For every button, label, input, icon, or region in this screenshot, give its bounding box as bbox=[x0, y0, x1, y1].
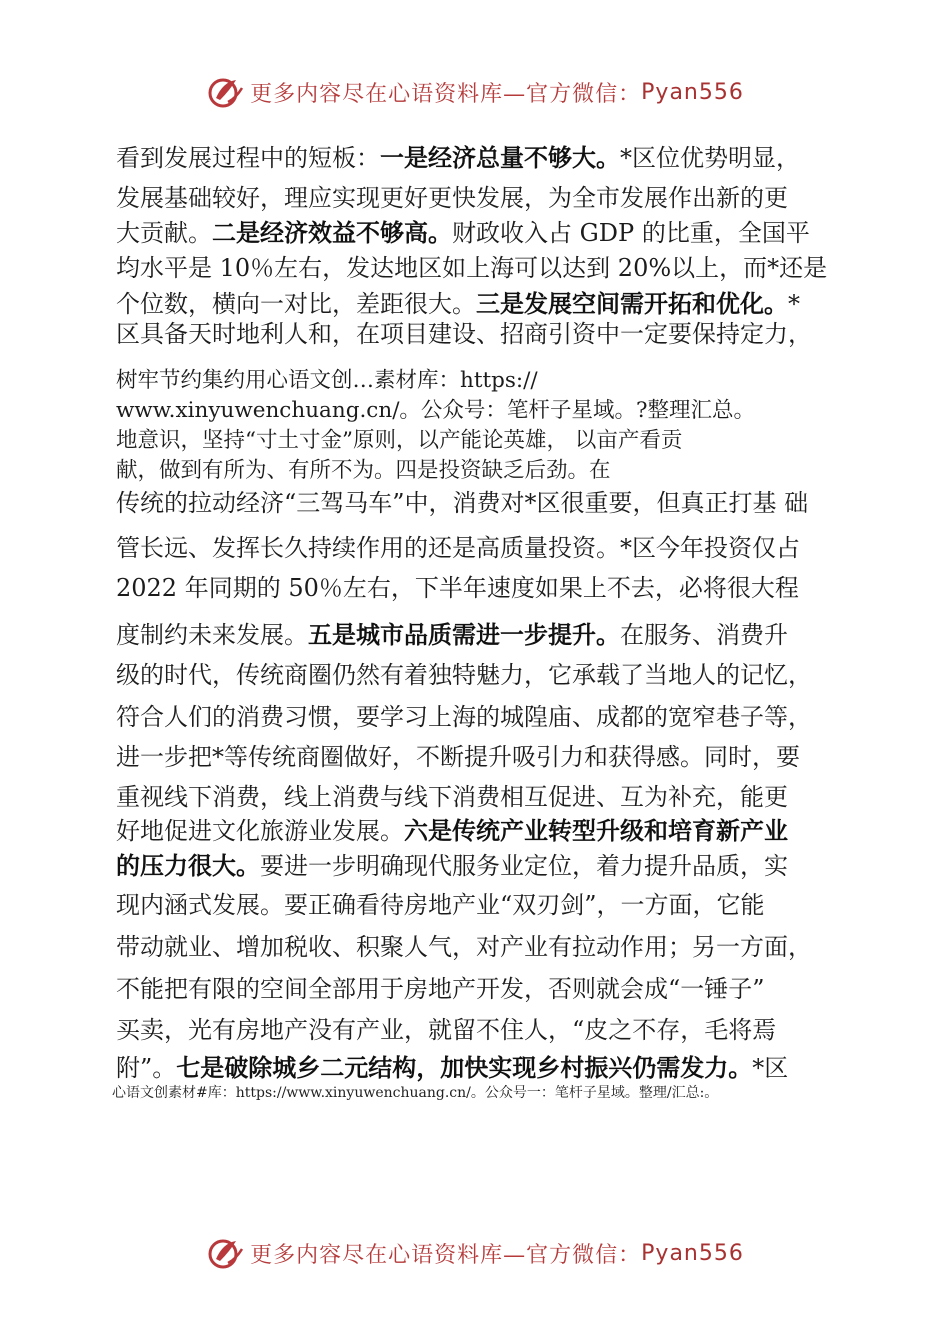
text-span: 在服务、消费升 bbox=[620, 621, 788, 649]
text-line bbox=[116, 1053, 788, 1083]
text-line bbox=[116, 1015, 776, 1045]
text-span: 看到发展过程中的短板： bbox=[116, 144, 380, 172]
text-span: 2022 年同期的 50％左右，下半年速度如果上不去，必将很大程 bbox=[116, 574, 799, 602]
logo-icon bbox=[206, 1233, 246, 1273]
text-line bbox=[116, 620, 788, 650]
text-line bbox=[116, 974, 765, 1004]
text-span: 区具备天时地利人和，在项目建设、招商引资中一定要保持定力， bbox=[116, 320, 812, 348]
text-line bbox=[116, 851, 788, 881]
banner-text: 更多内容尽在心语资料库—官方微信： bbox=[250, 1242, 642, 1268]
text-line bbox=[116, 932, 812, 962]
text-line bbox=[116, 289, 800, 319]
bold-heading-span: 七是破除城乡二元结构，加快实现乡村振兴仍需发力。 bbox=[176, 1054, 753, 1082]
text-line bbox=[116, 396, 755, 426]
text-span: 传统的拉动经济“三驾马车”中，消费对*区很重要，但真正打基 础 bbox=[116, 489, 809, 517]
banner-wechat-id: Pyan556 bbox=[641, 79, 744, 105]
banner-text: 更多内容尽在心语资料库—官方微信： bbox=[250, 81, 642, 107]
text-line bbox=[116, 782, 788, 812]
text-line bbox=[116, 816, 788, 846]
text-line bbox=[116, 488, 808, 518]
text-span: *区 bbox=[752, 1054, 789, 1082]
text-span: 附”。 bbox=[116, 1054, 177, 1082]
text-span: 发展基础较好，理应实现更好更快发展，为全市发展作出新的更 bbox=[116, 184, 788, 212]
text-span: 大贡献。 bbox=[116, 219, 212, 247]
text-span: 符合人们的消费习惯，要学习上海的城隍庙、成都的宽窄巷子等， bbox=[116, 703, 812, 731]
text-span: * bbox=[788, 290, 800, 318]
logo-icon bbox=[206, 72, 246, 112]
bold-heading-span: 一是经济总量不够大。 bbox=[380, 144, 620, 172]
text-span: 重视线下消费，线上消费与线下消费相互促进、互为补充，能更 bbox=[116, 783, 788, 811]
header-banner bbox=[0, 70, 950, 114]
text-line bbox=[116, 143, 800, 173]
text-line bbox=[116, 218, 810, 248]
text-span: 地意识，坚持“寸土寸金”原则，以产能论英雄， 以亩产看贡 bbox=[116, 428, 683, 453]
text-span: 树牢节约集约用心语文创…素材库：https:// bbox=[116, 368, 538, 393]
text-span: 买卖，光有房地产没有产业，就留不住人，“皮之不存，毛将焉 bbox=[116, 1016, 777, 1044]
bold-heading-span: 六是传统产业转型升级和培育新产业 bbox=[404, 817, 788, 845]
text-span: *区位优势明显， bbox=[620, 144, 800, 172]
text-span: www.xinyuwenchuang.cn/。公众号：笔杆子星域。?整理汇总。 bbox=[116, 398, 755, 423]
text-line bbox=[116, 319, 812, 349]
text-span: 献，做到有所为、有所不为。四是投资缺乏后劲。在 bbox=[116, 458, 611, 483]
text-line bbox=[116, 742, 800, 772]
text-line bbox=[116, 660, 812, 690]
text-span: 好地促进文化旅游业发展。 bbox=[116, 817, 404, 845]
text-span: 不能把有限的空间全部用于房地产开发，否则就会成“一锤子” bbox=[116, 975, 765, 1003]
text-line bbox=[116, 253, 827, 283]
text-span: 度制约未来发展。 bbox=[116, 621, 308, 649]
bold-heading-span: 三是发展空间需开拓和优化。 bbox=[476, 290, 788, 318]
text-line bbox=[116, 702, 812, 732]
text-line bbox=[116, 890, 765, 920]
text-line bbox=[116, 533, 800, 563]
text-span: 管长远、发挥长久持续作用的还是高质量投资。*区今年投资仅占 bbox=[116, 534, 800, 562]
text-line bbox=[116, 366, 538, 396]
text-span: 级的时代，传统商圈仍然有着独特魅力，它承载了当地人的记忆， bbox=[116, 661, 812, 689]
text-span: 财政收入占 GDP 的比重，全国平 bbox=[452, 219, 810, 247]
text-line bbox=[116, 426, 682, 456]
source-footnote: 心语文创素材#库：https://www.xinyuwenchuang.cn/。公众号一：笔杆子星域。整理/汇总:。 bbox=[112, 1085, 719, 1101]
bold-heading-span: 的压力很大。 bbox=[116, 852, 260, 880]
bold-heading-span: 五是城市品质需进一步提升。 bbox=[308, 621, 620, 649]
text-line bbox=[116, 456, 611, 486]
text-span: 均水平是 10％左右，发达地区如上海可以达到 20%以上，而*还是 bbox=[116, 254, 828, 282]
text-span: 带动就业、增加税收、积聚人气，对产业有拉动作用；另一方面， bbox=[116, 933, 812, 961]
text-span: 现内涵式发展。要正确看待房地产业“双刃剑”，一方面，它能 bbox=[116, 891, 765, 919]
footer-banner bbox=[0, 1231, 950, 1275]
banner-wechat-id: Pyan556 bbox=[641, 1240, 744, 1266]
bold-heading-span: 二是经济效益不够高。 bbox=[212, 219, 452, 247]
text-span: 进一步把*等传统商圈做好，不断提升吸引力和获得感。同时，要 bbox=[116, 743, 800, 771]
text-span: 个位数，横向一对比，差距很大。 bbox=[116, 290, 476, 318]
text-line bbox=[116, 573, 799, 603]
text-span: 要进一步明确现代服务业定位，着力提升品质，实 bbox=[260, 852, 788, 880]
text-line bbox=[116, 183, 788, 213]
